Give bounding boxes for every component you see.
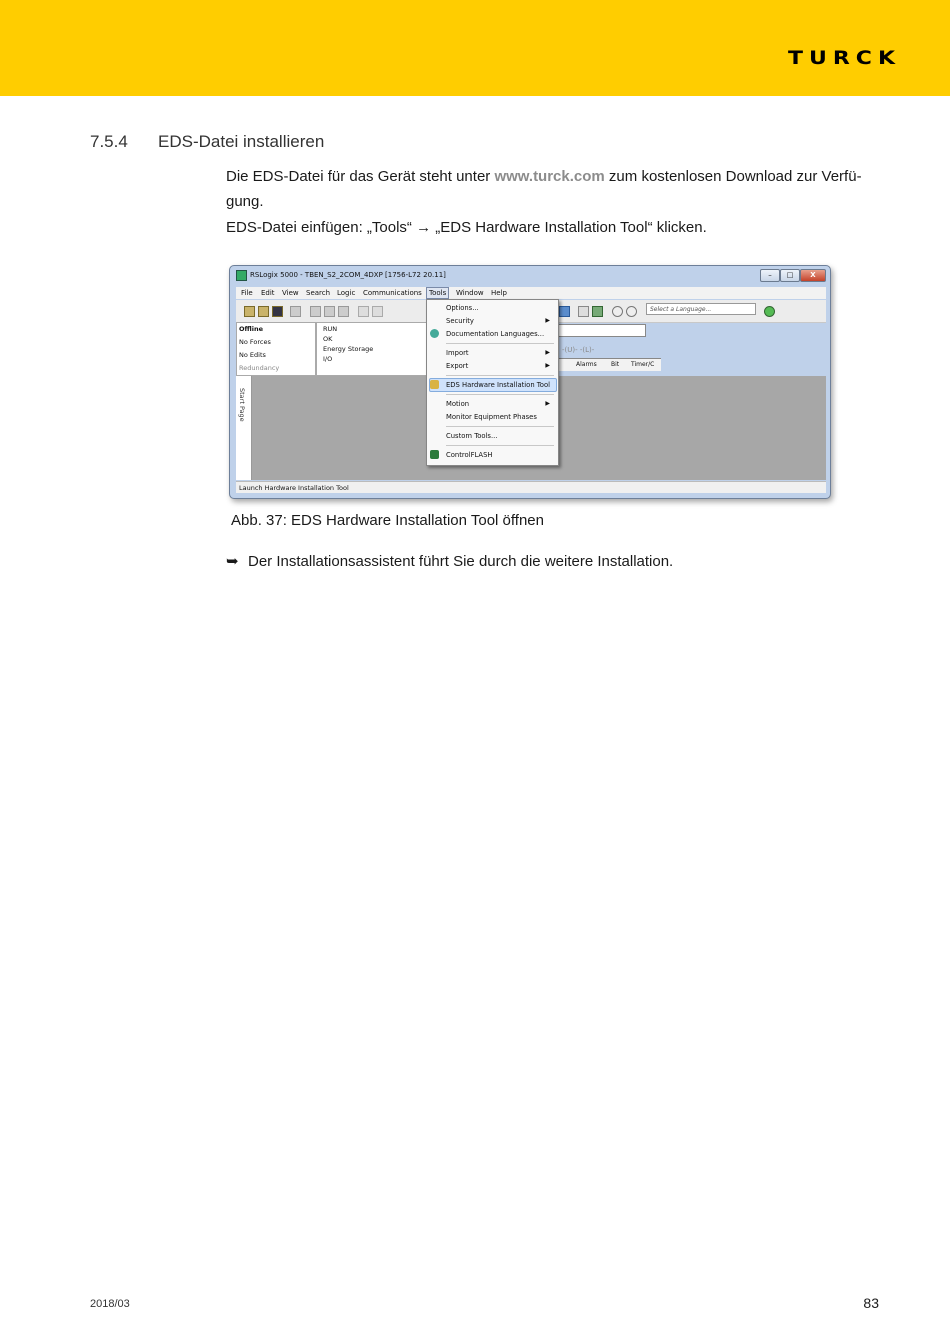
undo-icon[interactable] (358, 306, 369, 317)
instruction-paragraph: EDS-Datei einfügen: „Tools“ → „EDS Hardware Installation Tool“ klicken. (226, 219, 707, 236)
footer-date: 2018/03 (90, 1298, 130, 1310)
menu-help[interactable]: Help (491, 289, 507, 297)
status-offline[interactable]: Offline (239, 325, 264, 333)
status-edits[interactable]: No Edits (239, 351, 266, 359)
menu-item-security-label: Security (446, 317, 474, 325)
submenu-arrow-icon: ▶ (545, 349, 550, 356)
io-ok: OK (323, 335, 333, 343)
print-icon[interactable] (290, 306, 301, 317)
redo-icon[interactable] (372, 306, 383, 317)
menu-separator (446, 445, 554, 446)
menu-bar (236, 287, 826, 299)
window-title: RSLogix 5000 - TBEN_S2_2COM_4DXP [1756-L72 20.11] (250, 271, 446, 279)
menu-item-options[interactable]: Options... (446, 304, 479, 312)
tab-timer[interactable]: Timer/C (631, 361, 655, 368)
save-icon[interactable] (272, 306, 283, 317)
menu-item-eds-hardware-installation-tool[interactable]: EDS Hardware Installation Tool (446, 381, 550, 389)
menu-separator (446, 343, 554, 344)
rslogix-app-icon (236, 270, 247, 281)
rslogix-window (229, 265, 831, 499)
turck-link[interactable]: www.turck.com (494, 168, 605, 185)
figure-caption: Abb. 37: EDS Hardware Installation Tool öffnen (231, 512, 544, 529)
menu-separator (446, 426, 554, 427)
section-number: 7.5.4 (90, 132, 128, 151)
menu-item-documentation-languages[interactable]: Documentation Languages... (446, 330, 545, 338)
intro-text-before: Die EDS-Datei für das Gerät steht unter (226, 168, 495, 185)
intro-paragraph (226, 164, 866, 214)
result-arrow-icon: ➥ (226, 553, 239, 570)
controller-status-panel (236, 322, 316, 376)
cut-icon[interactable] (310, 306, 321, 317)
menu-search[interactable]: Search (306, 289, 331, 297)
start-page-tab[interactable]: Start Page (238, 388, 246, 422)
path-combobox[interactable] (556, 324, 646, 337)
menu-item-motion[interactable] (446, 400, 554, 408)
edit-icon[interactable] (578, 306, 589, 317)
controlflash-icon (430, 450, 439, 459)
figure-rslogix-screenshot (229, 265, 833, 499)
section-title: EDS-Datei installieren (158, 132, 325, 151)
menu-item-monitor-equipment-phases[interactable]: Monitor Equipment Phases (446, 413, 537, 421)
io-energy-storage: Energy Storage (323, 345, 374, 353)
documentation-globe-icon (430, 329, 439, 338)
turck-logo: TURCK (787, 48, 901, 70)
menu-item-import-label: Import (446, 349, 469, 357)
menu-item-security[interactable] (446, 317, 554, 325)
tools-dropdown-menu (426, 299, 559, 466)
menu-item-motion-label: Motion (446, 400, 470, 408)
page-header-band (0, 0, 950, 96)
window-titlebar (230, 266, 830, 284)
intro-text-after: zum kostenlosen Download zur Verfü- (604, 168, 862, 185)
tab-bit[interactable]: Bit (611, 361, 620, 368)
result-line (226, 552, 673, 570)
status-bar: Launch Hardware Installation Tool (236, 481, 826, 493)
menu-communications[interactable]: Communications (363, 289, 422, 297)
page-number: 83 (863, 1295, 879, 1311)
menu-edit[interactable]: Edit (261, 289, 275, 297)
menu-separator (446, 394, 554, 395)
controller-io-panel (316, 322, 428, 376)
submenu-arrow-icon: ▶ (545, 362, 550, 369)
status-redundancy[interactable]: Redundancy (239, 364, 280, 372)
io-io: I/O (323, 355, 333, 363)
eds-tool-icon (430, 380, 439, 389)
tab-alarms[interactable]: Alarms (576, 361, 597, 368)
language-select[interactable]: Select a Language... (646, 303, 756, 315)
menu-view[interactable]: View (282, 289, 299, 297)
new-file-icon[interactable] (244, 306, 255, 317)
check-icon[interactable] (592, 306, 603, 317)
menu-item-export[interactable] (446, 362, 554, 370)
menu-item-custom-tools[interactable]: Custom Tools... (446, 432, 498, 440)
result-text: Der Installationsassistent führt Sie durch die weitere Installation. (248, 553, 674, 570)
zoom-out-icon[interactable] (626, 306, 637, 317)
submenu-arrow-icon: ▶ (545, 400, 550, 407)
menu-separator (446, 375, 554, 376)
verify-icon[interactable] (559, 306, 570, 317)
close-button[interactable]: X (800, 269, 826, 282)
instruction-tabstrip (556, 358, 661, 371)
maximize-button[interactable]: □ (780, 269, 800, 282)
intro-text-line2: gung. (226, 193, 264, 210)
start-page-sidebar (236, 376, 252, 480)
minimize-button[interactable]: – (760, 269, 780, 282)
language-globe-icon[interactable] (764, 306, 775, 317)
menu-item-export-label: Export (446, 362, 469, 370)
open-folder-icon[interactable] (258, 306, 269, 317)
copy-icon[interactable] (324, 306, 335, 317)
menu-logic[interactable]: Logic (337, 289, 356, 297)
menu-item-import[interactable] (446, 349, 554, 357)
menu-window[interactable]: Window (456, 289, 484, 297)
zoom-in-icon[interactable] (612, 306, 623, 317)
ladder-instruction-icons: -(U)- -(L)- (562, 346, 595, 354)
paste-icon[interactable] (338, 306, 349, 317)
io-run: RUN (323, 325, 338, 333)
menu-item-controlflash[interactable]: ControlFLASH (446, 451, 493, 459)
menu-file[interactable]: File (241, 289, 253, 297)
submenu-arrow-icon: ▶ (545, 317, 550, 324)
status-forces[interactable]: No Forces (239, 338, 271, 346)
menu-tools[interactable]: Tools (426, 287, 449, 299)
